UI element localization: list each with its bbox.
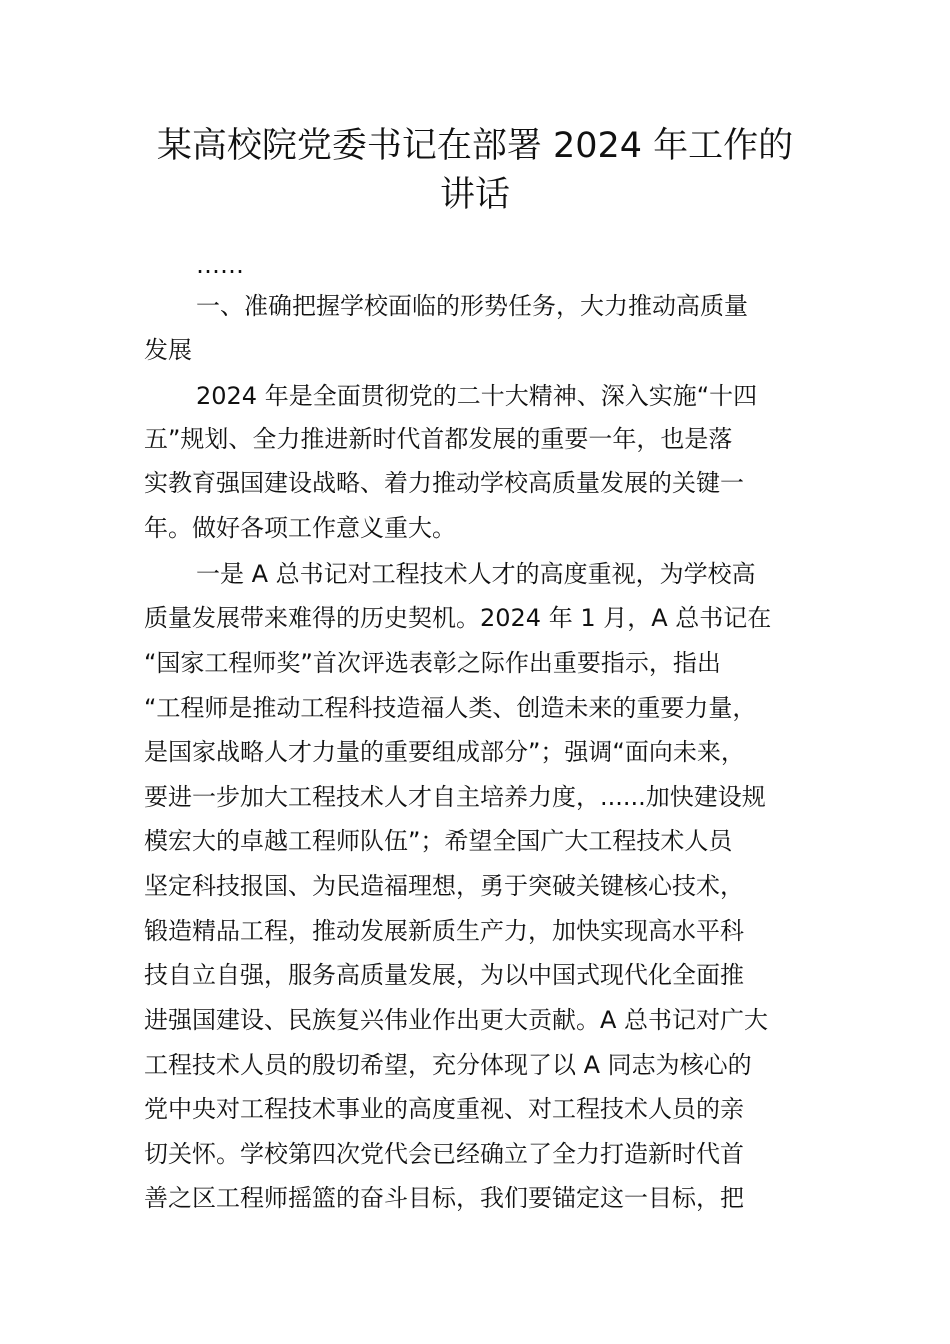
paragraph-line: 技自立自强，服务高质量发展，为以中国式现代化全面推: [144, 961, 744, 989]
ellipsis-line: ……: [196, 251, 244, 279]
paragraph-line: “国家工程师奖”首次评选表彰之际作出重要指示，指出: [144, 649, 721, 677]
paragraph-line: 要进一步加大工程技术人才自主培养力度，......加快建设规: [144, 783, 766, 811]
document-title-line-2: 讲话: [439, 175, 510, 215]
paragraph-line: 锻造精品工程，推动发展新质生产力，加快实现高水平科: [144, 917, 744, 945]
paragraph-line: 坚定科技报国、为民造福理想，勇于突破关键核心技术，: [144, 872, 744, 900]
document-title-line-1: 某高校院党委书记在部署 2024 年工作的: [156, 126, 794, 166]
section-heading-line-1: 一、准确把握学校面临的形势任务，大力推动高质量: [196, 292, 748, 320]
paragraph-line: 2024 年是全面贯彻党的二十大精神、深入实施“十四: [196, 382, 758, 410]
paragraph-line: 党中央对工程技术事业的高度重视、对工程技术人员的亲: [144, 1095, 744, 1123]
paragraph-line: 实教育强国建设战略、着力推动学校高质量发展的关键一: [144, 469, 744, 497]
paragraph-line: 善之区工程师摇篮的奋斗目标，我们要锚定这一目标，把: [144, 1184, 744, 1212]
paragraph-line: 五”规划、全力推进新时代首都发展的重要一年，也是落: [144, 425, 733, 453]
paragraph-line: 质量发展带来难得的历史契机。2024 年 1 月，A 总书记在: [144, 604, 772, 632]
paragraph-line: 年。做好各项工作意义重大。: [144, 514, 456, 542]
paragraph-line: 一是 A 总书记对工程技术人才的高度重视，为学校高: [196, 560, 756, 588]
paragraph-line: 模宏大的卓越工程师队伍”；希望全国广大工程技术人员: [144, 827, 733, 855]
paragraph-line: 进强国建设、民族复兴伟业作出更大贡献。A 总书记对广大: [144, 1006, 769, 1034]
section-heading-line-2: 发展: [144, 336, 192, 364]
paragraph-line: 工程技术人员的殷切希望，充分体现了以 A 同志为核心的: [144, 1051, 752, 1079]
paragraph-line: 切关怀。学校第四次党代会已经确立了全力打造新时代首: [144, 1140, 744, 1168]
paragraph-line: “工程师是推动工程科技造福人类、创造未来的重要力量，: [144, 694, 757, 722]
paragraph-line: 是国家战略人才力量的重要组成部分”；强调“面向未来，: [144, 738, 745, 766]
